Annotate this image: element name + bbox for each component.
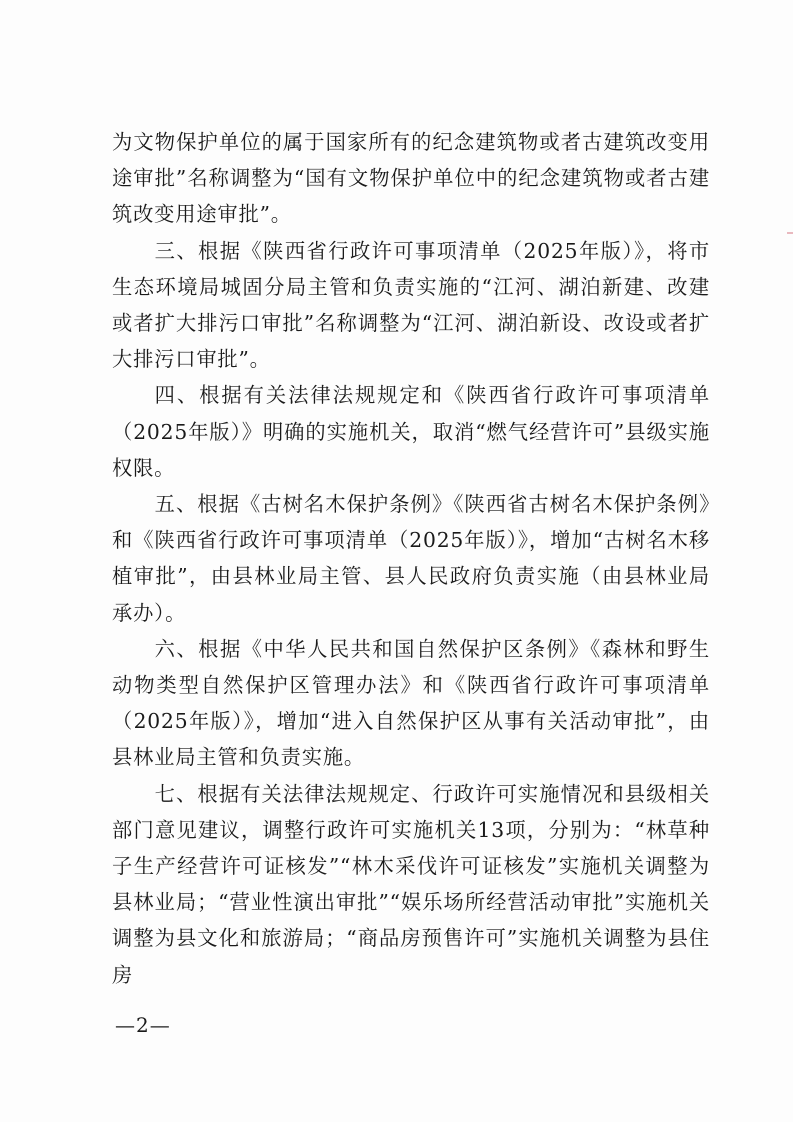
paragraph-item-5: 五、根据《古树名木保护条例》《陕西省古树名木保护条例》和《陕西省行政许可事项清单（2025年版）》，增加“古树名木移植审批”，由县林业局主管、县人民政府负责实施（由县林业局承办）。 bbox=[112, 492, 710, 625]
margin-mark bbox=[787, 232, 793, 234]
document-body bbox=[112, 124, 710, 993]
paragraph-item-7: 七、根据有关法律法规规定、行政许可实施情况和县级相关部门意见建议，调整行政许可实施机关13项，分别为：“林草种子生产经营许可证核发”“林木采伐许可证核发”实施机关调整为县林业局；“营业性演出审批”“娱乐场所经营活动审批”实施机关调整为县文化和旅游局；“商品房预售许可”实施机关调整为县住房 bbox=[112, 781, 710, 987]
paragraph-item-4: 四、根据有关法律法规规定和《陕西省行政许可事项清单（2025年版）》明确的实施机关，取消“燃气经营许可”县级实施权限。 bbox=[112, 383, 710, 480]
paragraph-item-3: 三、根据《陕西省行政许可事项清单（2025年版）》，将市生态环境局城固分局主管和负责实施的“江河、湖泊新建、改建或者扩大排污口审批”名称调整为“江河、湖泊新设、改设或者扩大排污口审批”。 bbox=[112, 238, 710, 372]
paragraph-continuation: 为文物保护单位的属于国家所有的纪念建筑物或者古建筑改变用途审批”名称调整为“国有文物保护单位中的纪念建筑物或者古建筑改变用途审批”。 bbox=[112, 130, 710, 227]
page-number: —2— bbox=[115, 1013, 171, 1037]
paragraph-item-6: 六、根据《中华人民共和国自然保护区条例》《森林和野生动物类型自然保护区管理办法》和《陕西省行政许可事项清单（2025年版）》，增加“进入自然保护区从事有关活动审批”，由县林业局主管和负责实施。 bbox=[112, 636, 710, 770]
